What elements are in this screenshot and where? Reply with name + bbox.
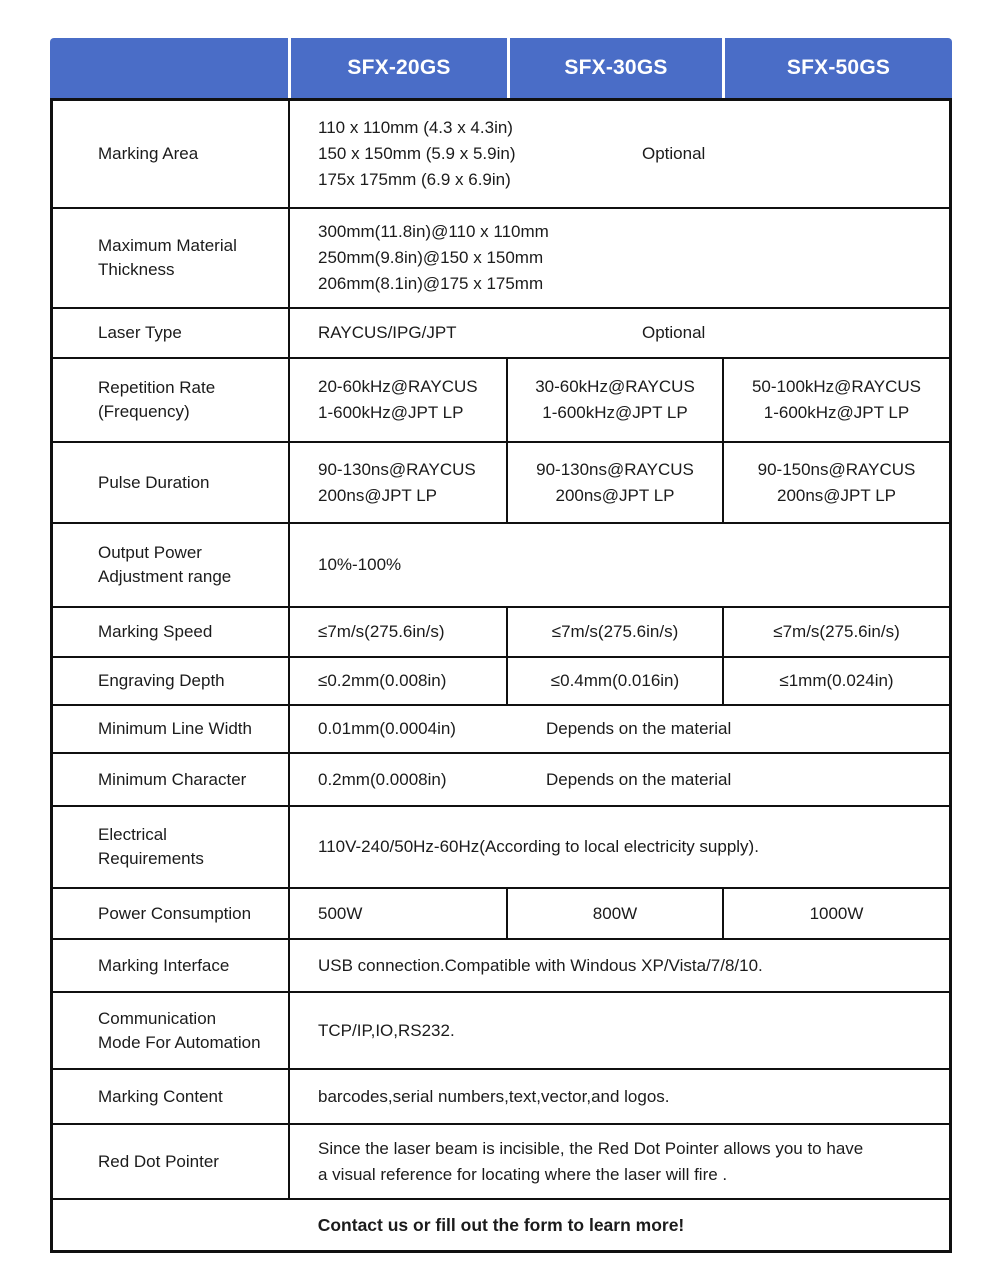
- row-engraving-depth: [53, 656, 949, 704]
- row-label: Engraving Depth: [98, 671, 225, 690]
- cell-sfx50gs: ≤7m/s(275.6in/s): [722, 608, 949, 656]
- header-model-sfx50gs: SFX-50GS: [722, 38, 952, 98]
- row-label: Pulse Duration: [98, 472, 210, 492]
- cell-sfx30gs: ≤0.4mm(0.016in): [506, 658, 722, 704]
- cell-sfx30gs: 800W: [506, 889, 722, 938]
- cell-value: 0.01mm(0.0004in) Depends on the material: [288, 706, 949, 752]
- cell-sfx20gs: 500W: [288, 889, 506, 938]
- row-label: Output Power Adjustment range: [98, 543, 232, 586]
- row-label: Marking Content: [98, 1086, 223, 1106]
- header-model-sfx30gs: SFX-30GS: [507, 38, 722, 98]
- table-body: [50, 98, 952, 1253]
- cell-sfx20gs: ≤7m/s(275.6in/s): [288, 608, 506, 656]
- row-laser-type: [53, 307, 949, 357]
- optional-note: Optional: [642, 144, 706, 163]
- row-label: Red Dot Pointer: [98, 1151, 219, 1171]
- cell-value: 110V-240/50Hz-60Hz(According to local electricity supply).: [288, 807, 949, 887]
- contact-cta-text: Contact us or fill out the form to learn more!: [317, 1214, 685, 1235]
- header-model-sfx20gs: SFX-20GS: [288, 38, 507, 98]
- cell-sfx20gs: 20-60kHz@RAYCUS 1-600kHz@JPT LP: [288, 359, 506, 441]
- row-contact-cta: [53, 1198, 949, 1250]
- row-label: Electrical Requirements: [98, 825, 204, 868]
- row-label: Laser Type: [98, 323, 182, 342]
- row-label: Maximum Material Thickness: [98, 236, 237, 279]
- row-label: Repetition Rate (Frequency): [98, 378, 216, 421]
- material-note: Depends on the material: [546, 769, 732, 789]
- cell-value: 0.2mm(0.0008in) Depends on the material: [288, 754, 949, 805]
- cell-value: Since the laser beam is incisible, the Red Dot Pointer allows you to have a visual reference for locating where the laser will fire .: [288, 1125, 949, 1198]
- spec-table: [50, 38, 952, 1253]
- row-marking-content: [53, 1068, 949, 1123]
- cell-value: 10%-100%: [288, 524, 949, 606]
- cell-value: TCP/IP,IO,RS232.: [288, 993, 949, 1068]
- row-electrical-requirements: [53, 805, 949, 887]
- row-marking-speed: [53, 606, 949, 656]
- cell-value: RAYCUS/IPG/JPT Optional: [288, 309, 949, 357]
- row-label: Minimum Line Width: [98, 719, 252, 738]
- optional-note: Optional: [642, 323, 706, 342]
- cell-sfx50gs: ≤1mm(0.024in): [722, 658, 949, 704]
- cell-value: barcodes,serial numbers,text,vector,and logos.: [288, 1070, 949, 1123]
- cell-sfx30gs: 90-130ns@RAYCUS 200ns@JPT LP: [506, 443, 722, 522]
- row-label: Marking Interface: [98, 955, 230, 975]
- cell-value: USB connection.Compatible with Windous XP/Vista/7/8/10.: [288, 940, 949, 991]
- row-pulse-duration: [53, 441, 949, 522]
- row-repetition-rate: [53, 357, 949, 441]
- row-power-consumption: [53, 887, 949, 938]
- material-note: Depends on the material: [546, 719, 732, 738]
- cell-sfx20gs: ≤0.2mm(0.008in): [288, 658, 506, 704]
- row-label: Communication Mode For Automation: [98, 1008, 261, 1052]
- row-label: Power Consumption: [98, 903, 252, 923]
- cell-sfx20gs: 90-130ns@RAYCUS 200ns@JPT LP: [288, 443, 506, 522]
- row-label: Marking Area: [98, 144, 199, 163]
- cell-sfx50gs: 90-150ns@RAYCUS 200ns@JPT LP: [722, 443, 949, 522]
- cell-sfx50gs: 50-100kHz@RAYCUS 1-600kHz@JPT LP: [722, 359, 949, 441]
- row-red-dot-pointer: [53, 1123, 949, 1198]
- row-label: Marking Speed: [98, 622, 213, 641]
- row-label: Minimum Character: [98, 769, 247, 789]
- cell-sfx50gs: 1000W: [722, 889, 949, 938]
- table-header-row: [50, 38, 952, 98]
- cell-value: 110 x 110mm (4.3 x 4.3in) 150 x 150mm (5.9 x 5.9in) 175x 175mm (6.9 x 6.9in) Optional: [288, 101, 949, 207]
- row-output-power: [53, 522, 949, 606]
- row-marking-interface: [53, 938, 949, 991]
- row-communication-mode: [53, 991, 949, 1068]
- cell-value: 300mm(11.8in)@110 x 110mm 250mm(9.8in)@150 x 150mm 206mm(8.1in)@175 x 175mm: [288, 209, 949, 307]
- row-marking-area: [53, 101, 949, 207]
- cell-sfx30gs: 30-60kHz@RAYCUS 1-600kHz@JPT LP: [506, 359, 722, 441]
- row-min-line-width: [53, 704, 949, 752]
- header-corner-cell: [50, 38, 288, 98]
- row-max-material-thickness: [53, 207, 949, 307]
- row-min-character: [53, 752, 949, 805]
- cell-sfx30gs: ≤7m/s(275.6in/s): [506, 608, 722, 656]
